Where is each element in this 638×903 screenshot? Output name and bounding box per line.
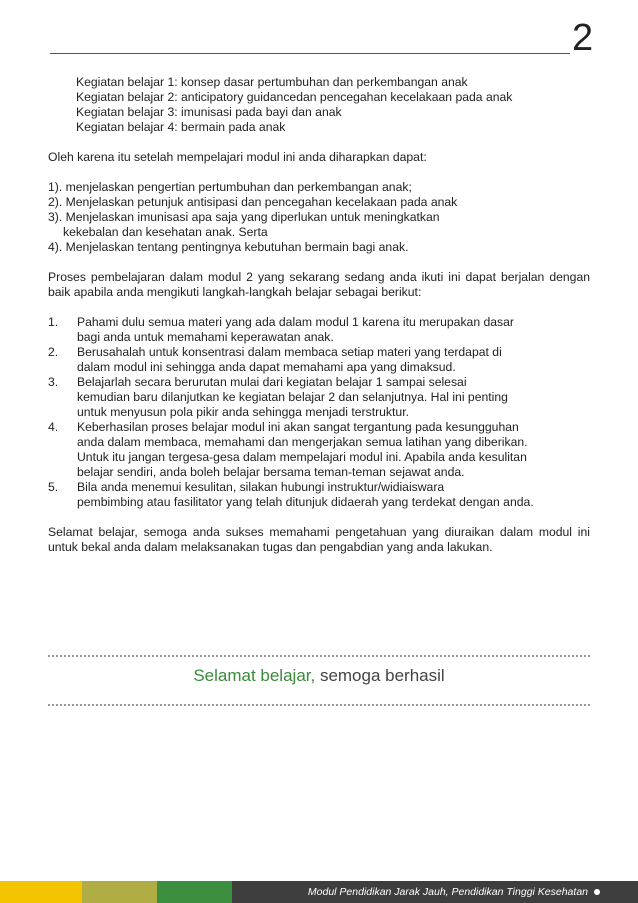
activity-item	[48, 75, 590, 90]
objectives-list	[48, 180, 590, 255]
activity-list	[48, 75, 590, 135]
bullet-marker	[48, 90, 76, 105]
footer-text: Modul Pendidikan Jarak Jauh, Pendidikan Tinggi Kesehatan	[307, 886, 588, 898]
objective-item: 3). Menjelaskan imunisasi apa saja yang diperlukan untuk meningkatkan	[48, 210, 440, 224]
step-line: Keberhasilan proses belajar modul ini akan sangat tergantung pada kesungguhan	[77, 420, 519, 434]
step-line: Belajarlah secara berurutan mulai dari kegiatan belajar 1 sampai selesai	[77, 375, 467, 389]
study-step	[48, 315, 590, 345]
step-line: Untuk itu jangan tergesa-gesa dalam mempelajari modul ini. Apabila anda kesulitan	[77, 450, 527, 464]
footer-green-block	[157, 881, 232, 903]
motto	[0, 664, 638, 688]
study-step	[48, 480, 590, 510]
step-number: 4.	[48, 420, 59, 434]
bullet-marker	[48, 75, 76, 90]
study-step	[48, 345, 590, 375]
step-line: anda dalam membaca, memahami dan mengerjakan semua latihan yang diberikan.	[77, 435, 528, 449]
activity-text: Kegiatan belajar 1: konsep dasar pertumbuhan dan perkembangan anak	[76, 75, 468, 89]
step-text	[77, 315, 590, 345]
study-step	[48, 420, 590, 480]
footer-olive-block	[82, 881, 157, 903]
step-line: Berusahalah untuk konsentrasi dalam membaca setiap materi yang terdapat di	[77, 345, 502, 359]
step-line: pembimbing atau fasilitator yang telah ditunjuk didaerah yang terdekat dengan anda.	[77, 495, 534, 509]
objective-item: 2). Menjelaskan petunjuk antisipasi dan pencegahan kecelakaan pada anak	[48, 195, 458, 209]
closing-paragraph: Selamat belajar, semoga anda sukses memahami pengetahuan yang diuraikan dalam modul ini untuk bekal anda dalam melaksanakan tugas dan pengabdian yang anda lakukan.	[48, 525, 590, 554]
step-number: 5.	[48, 480, 59, 494]
activity-text: Kegiatan belajar 2: anticipatory guidancedan pencegahan kecelakaan pada anak	[76, 90, 513, 104]
footer-yellow-block	[0, 881, 82, 903]
step-line: belajar sendiri, anda boleh belajar bersama teman-teman sejawat anda.	[77, 465, 465, 479]
objective-item: 1). menjelaskan pengertian pertumbuhan dan perkembangan anak;	[48, 180, 412, 194]
step-line: untuk menyusun pola pikir anda sehingga menjadi terstruktur.	[77, 405, 409, 419]
activity-text: Kegiatan belajar 4: bermain pada anak	[76, 120, 286, 134]
intro-text: Oleh karena itu setelah mempelajari modul ini anda diharapkan dapat:	[48, 150, 427, 164]
motto-rest: semoga berhasil	[315, 666, 445, 685]
activity-item	[48, 120, 590, 135]
step-line: bagi anda untuk memahami keperawatan anak.	[77, 330, 334, 344]
objective-item-continuation: kekebalan dan kesehatan anak. Serta	[63, 225, 268, 239]
activity-text: Kegiatan belajar 3: imunisasi pada bayi dan anak	[76, 105, 342, 119]
dotted-divider-bottom	[48, 704, 590, 706]
footer-bar	[0, 881, 638, 903]
page-content	[48, 75, 590, 570]
step-number: 3.	[48, 375, 59, 389]
step-text	[77, 480, 590, 510]
page-number: 2	[572, 17, 594, 59]
activity-item	[48, 90, 590, 105]
bullet-marker	[48, 105, 76, 120]
header-rule	[50, 53, 570, 54]
footer-dark-block	[232, 881, 638, 903]
step-text	[77, 420, 590, 480]
step-line: Bila anda menemui kesulitan, silakan hubungi instruktur/widiaiswara	[77, 480, 445, 494]
objective-item: 4). Menjelaskan tentang pentingnya kebutuhan bermain bagi anak.	[48, 240, 409, 254]
bullet-marker	[48, 120, 76, 135]
step-number: 1.	[48, 315, 59, 329]
footer-dot-icon	[594, 889, 600, 895]
step-number: 2.	[48, 345, 59, 359]
study-steps-list	[48, 315, 590, 510]
step-line: dalam modul ini sehingga anda dapat memahami apa yang dimaksud.	[77, 360, 456, 374]
study-step	[48, 375, 590, 420]
step-text	[77, 375, 590, 420]
dotted-divider-top	[48, 655, 590, 657]
process-paragraph: Proses pembelajaran dalam modul 2 yang sekarang sedang anda ikuti ini dapat berjalan dengan baik apabila anda mengikuti langkah-langkah belajar sebagai berikut:	[48, 270, 590, 299]
step-line: kemudian baru dilanjutkan ke kegiatan belajar 2 dan selanjutnya. Hal ini penting	[77, 390, 508, 404]
step-text	[77, 345, 590, 375]
activity-item	[48, 105, 590, 120]
step-line: Pahami dulu semua materi yang ada dalam modul 1 karena itu merupakan dasar	[77, 315, 514, 329]
motto-highlight: Selamat belajar,	[193, 666, 316, 685]
